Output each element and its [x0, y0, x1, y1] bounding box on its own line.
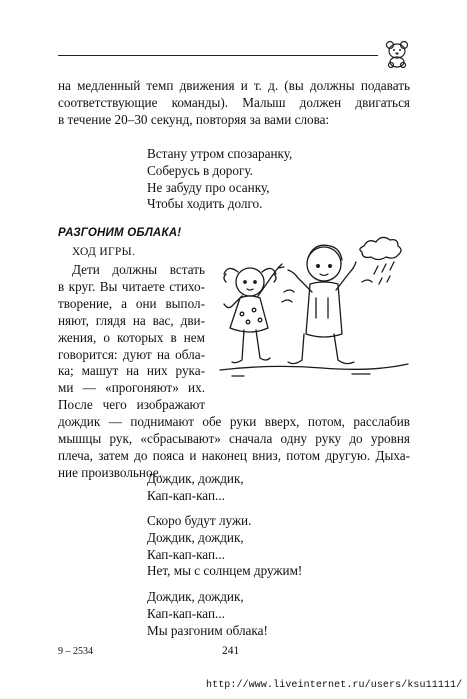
text-line: няют, глядя на вас, дви- [58, 312, 205, 328]
poem-line: Дождик, дождик, [147, 589, 244, 604]
poem-line: Кап-кап-кап... [147, 487, 225, 503]
text-line: в течение 20–30 секунд, повторяя за вами слова: [58, 111, 330, 127]
section-title: РАЗГОНИМ ОБЛАКА! [58, 227, 182, 239]
text-line: соответствующие команды). Малыш должен двигаться [58, 94, 410, 110]
poem-line: Кап-кап-кап... [147, 605, 225, 621]
text-line: говорится: дуют на обла- [58, 346, 205, 362]
verse-line: Встану утром спозаранку, [147, 146, 293, 161]
poem-stanza-3 [147, 589, 268, 639]
text-line: мышцы рук, «сбрасывают» сначала одну руку до уровня [58, 430, 410, 446]
watermark-url: http://www.liveinternet.ru/users/ksu11111/ [206, 680, 463, 691]
text-line: жения, о которых в нем [58, 329, 205, 345]
verse-line: Не забуду про осанку, [147, 179, 270, 195]
text-line: дождик — поднимают обе руки вверх, потом, расслабив [58, 413, 410, 429]
poem-line: Нет, мы с солнцем дружим! [147, 563, 303, 579]
text-line: ка; машут на них рука- [58, 363, 205, 379]
text-line: ние произвольное. [58, 464, 162, 480]
text-line: творение, а они выпол- [58, 295, 205, 311]
text-line: После чего изображают [58, 397, 205, 412]
section-subhead: ХОД ИГРЫ. [72, 246, 136, 258]
poem-line: Скоро будут лужи. [147, 513, 252, 528]
poem-stanza-2 [147, 513, 302, 580]
page-number: 241 [222, 645, 240, 657]
verse-line: Чтобы ходить долго. [147, 196, 263, 212]
footer-signature-code: 9 – 2534 [58, 646, 93, 657]
children-dancing-illustration [212, 232, 412, 382]
text-line: ми — «прогоняют» их. [58, 380, 205, 396]
game-text-wide [58, 397, 410, 482]
poem-line: Мы разгоним облака! [147, 622, 268, 638]
text-line: Дети должны встать [72, 262, 205, 277]
text-line: в круг. Вы читаете стихо- [58, 278, 205, 294]
intro-paragraph [58, 78, 410, 128]
text-line: плеча, затем до пояса и наконец вниз, потом другую. Дыха- [58, 447, 410, 463]
header-rule [58, 55, 378, 56]
game-text-narrow [58, 262, 205, 397]
poem-line: Кап-кап-кап... [147, 546, 225, 562]
teddy-bear-icon [382, 38, 412, 68]
verse-1 [147, 146, 292, 213]
verse-line: Соберусь в дорогу. [147, 162, 253, 178]
poem-line: Дождик, дождик, [147, 471, 244, 486]
poem-line: Дождик, дождик, [147, 529, 244, 545]
text-line: на медленный темп движения и т. д. (вы должны подавать [58, 78, 410, 93]
poem-stanza-1 [147, 471, 244, 505]
